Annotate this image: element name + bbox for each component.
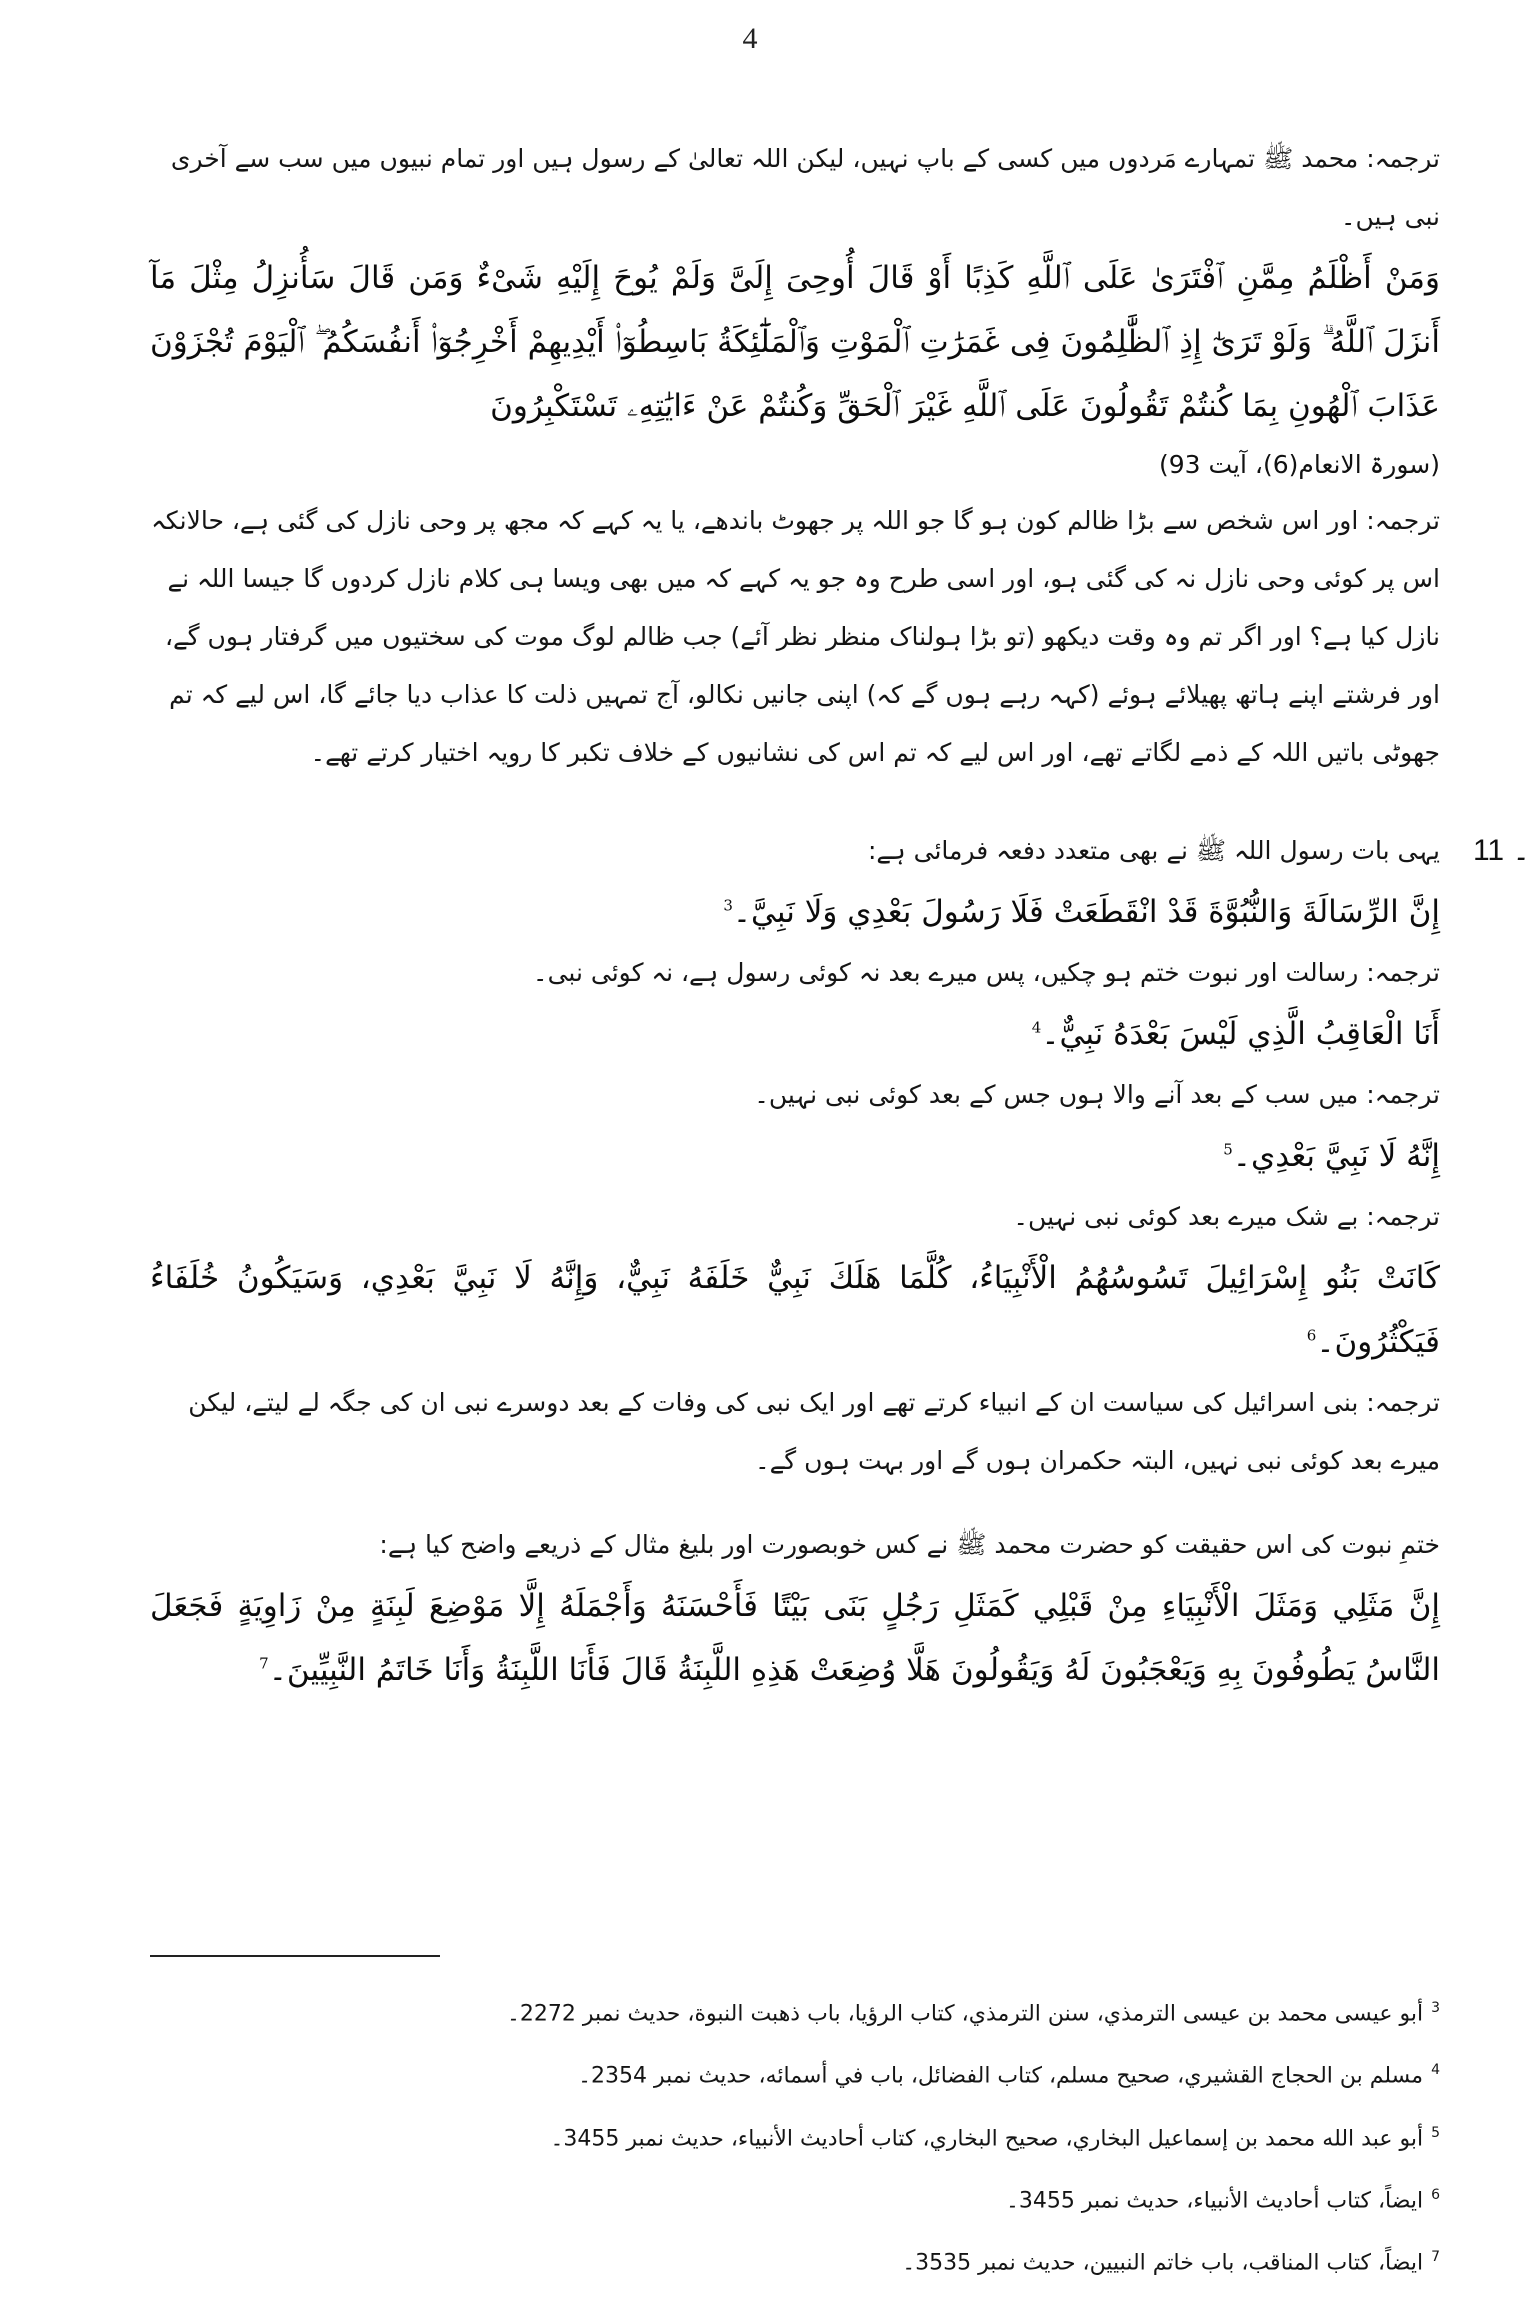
- item-intro: یہی بات رسول اللہ ﷺ نے بھی متعدد دفعہ فرمائی ہے:: [867, 836, 1440, 865]
- footnote-ref[interactable]: 4: [1031, 1018, 1042, 1037]
- footnote-text: ايضاً، كتاب أحاديث الأنبياء، حديث نمبر 3455۔: [1005, 2188, 1424, 2214]
- hadith-text: إِنَّ الرِّسَالَةَ وَالنُّبُوَّةَ قَدْ انْقَطَعَتْ فَلَا رَسُولَ بَعْدِي وَلَا نَبِيَّ۔$^3$: [723, 894, 1440, 930]
- verse-reference: (سورۃ الانعام(6)، آیت 93): [1158, 450, 1440, 479]
- hadith-text: إِنَّ مَثَلِي وَمَثَلَ الْأَنْبِيَاءِ مِنْ قَبْلِي كَمَثَلِ رَجُلٍ بَنَى بَيْتًا فَأَحْسَنَهُ وَأَجْمَلَهُ إِلَّا مَوْضِعَ لَبِنَةٍ مِنْ زَاوِيَةٍ فَجَعَلَ النَّاسُ يَطُوفُونَ بِهِ وَيَعْجَبُونَ لَهُ وَيَقُولُونَ هَلَّا وُضِعَتْ هَذِهِ اللَّبِنَةُ قَالَ فَأَنَا اللَّبِنَةُ وَأَنَا خَاتَمُ النَّبِيِّينَ۔$^7$: [150, 1588, 1440, 1688]
- footnote-text: مسلم بن الحجاج القشيري، صحيح مسلم، كتاب الفضائل، باب في أسمائه، حديث نمبر 2354۔: [578, 2063, 1424, 2089]
- footnote-number: 3: [1431, 2000, 1440, 2016]
- numbered-item: [150, 822, 1530, 880]
- footnote: [150, 2167, 1440, 2229]
- footnote: [150, 1980, 1440, 2042]
- footnote: [150, 2105, 1440, 2167]
- hadith-text: أَنَا الْعَاقِبُ الَّذِي لَيْسَ بَعْدَهُ نَبِيٌّ۔$^4$: [1031, 1016, 1440, 1052]
- footnote: [150, 2042, 1440, 2104]
- footnote: [150, 2229, 1440, 2291]
- footnote-ref[interactable]: 5: [1223, 1140, 1233, 1159]
- translation-paragraph: ترجمہ: بنی اسرائیل کی سیاست ان کے انبیاء کرتے تھے اور ایک نبی کی وفات کے بعد دوسرے نبی ان کی جگہ لے لیتے، لیکن میرے بعد کوئی نبی نہیں، البتہ حکمران ہوں گے اور بہت ہوں گے۔: [188, 1388, 1440, 1475]
- translation-paragraph: ترجمہ: محمد ﷺ تمہارے مَردوں میں کسی کے باپ نہیں، لیکن اللہ تعالیٰ کے رسول ہیں اور تمام نبیوں میں سب سے آخری نبی ہیں۔: [170, 144, 1440, 231]
- footnote-number: 6: [1431, 2186, 1440, 2203]
- footnote-text: أبو عيسى محمد بن عيسى الترمذي، سنن الترمذي، كتاب الرؤيا، باب ذهبت النبوة، حديث نمبر 2272۔: [507, 2001, 1424, 2027]
- footnote-number: 4: [1431, 2062, 1440, 2079]
- footnote-number: 5: [1431, 2124, 1440, 2141]
- footnote-text: أبو عبد الله محمد بن إسماعيل البخاري، صحيح البخاري، كتاب أحاديث الأنبياء، حديث نمبر 3455۔: [550, 2125, 1424, 2151]
- footnote-ref[interactable]: 3: [723, 896, 733, 915]
- parable-intro: ختمِ نبوت کی اس حقیقت کو حضرت محمد ﷺ نے کس خوبصورت اور بلیغ مثال کے ذریعے واضح کیا ہے:: [379, 1530, 1440, 1559]
- footnote-text: ايضاً، كتاب المناقب، باب خاتم النبيين، حديث نمبر 3535۔: [902, 2250, 1424, 2276]
- hadith-text: إِنَّهُ لَا نَبِيَّ بَعْدِي۔$^5$: [1223, 1138, 1440, 1174]
- item-number: 11 ۔: [1472, 834, 1530, 867]
- quran-verse: وَمَنْ أَظْلَمُ مِمَّنِ ٱفْتَرَىٰ عَلَى ٱللَّهِ كَذِبًا أَوْ قَالَ أُوحِىَ إِلَىَّ وَلَمْ يُوحَ إِلَيْهِ شَىْءٌ وَمَن قَالَ سَأُنزِلُ مِثْلَ مَآ أَنزَلَ ٱللَّهُ ۗ وَلَوْ تَرَىٰٓ إِذِ ٱلظَّٰلِمُونَ فِى غَمَرَٰتِ ٱلْمَوْتِ وَٱلْمَلَٰٓئِكَةُ بَاسِطُوٓا۟ أَيْدِيهِمْ أَخْرِجُوٓا۟ أَنفُسَكُمُ ۖ ٱلْيَوْمَ تُجْزَوْنَ عَذَابَ ٱلْهُونِ بِمَا كُنتُمْ تَقُولُونَ عَلَى ٱللَّهِ غَيْرَ ٱلْحَقِّ وَكُنتُمْ عَنْ ءَايَٰتِهِۦ تَسْتَكْبِرُونَ: [150, 260, 1440, 424]
- page-number: 4: [742, 22, 758, 55]
- translation-paragraph: ترجمہ: رسالت اور نبوت ختم ہو چکیں، پس میرے بعد نہ کوئی رسول ہے، نہ کوئی نبی۔: [532, 958, 1440, 987]
- translation-paragraph: ترجمہ: بے شک میرے بعد کوئی نبی نہیں۔: [1013, 1202, 1440, 1231]
- footnote-divider: [150, 1955, 440, 1957]
- footnotes: [150, 1980, 1440, 2292]
- translation-paragraph: ترجمہ: اور اس شخص سے بڑا ظالم کون ہو گا جو اللہ پر جھوٹ باندھے، یا یہ کہے کہ مجھ پر وحی نازل کی گئی ہے، حالانکہ اس پر کوئی وحی نازل نہ کی گئی ہو، اور اسی طرح وہ جو یہ کہے کہ میں بھی ویسا ہی کلام نازل کردوں گا جیسا اللہ نے نازل کیا ہے؟ اور اگر تم وہ وقت دیکھو (تو بڑا ہولناک منظر نظر آئے) جب ظالم لوگ موت کی سختیوں میں گرفتار ہوں گے، اور فرشتے اپنے ہاتھ پھیلائے ہوئے (کہہ رہے ہوں گے کہ) اپنی جانیں نکالو، آج تمہیں ذلت کا عذاب دیا جائے گا، اس لیے کہ تم جھوٹی باتیں اللہ کے ذمے لگاتے تھے، اور اس لیے کہ تم اس کی نشانیوں کے خلاف تکبر کا رویہ اختیار کرتے تھے۔: [151, 506, 1440, 767]
- hadith-text: كَانَتْ بَنُو إِسْرَائِيلَ تَسُوسُهُمُ الْأَنْبِيَاءُ، كُلَّمَا هَلَكَ نَبِيٌّ خَلَفَهُ نَبِيٌّ، وَإِنَّهُ لَا نَبِيَّ بَعْدِي، وَسَيَكُونُ خُلَفَاءُ فَيَكْثُرُونَ۔$^6$: [150, 1260, 1440, 1360]
- page-body: [150, 130, 1530, 1702]
- footnote-ref[interactable]: 6: [1306, 1326, 1317, 1345]
- footnote-ref[interactable]: 7: [259, 1654, 269, 1673]
- translation-paragraph: ترجمہ: میں سب کے بعد آنے والا ہوں جس کے بعد کوئی نبی نہیں۔: [754, 1080, 1440, 1109]
- footnote-number: 7: [1431, 2249, 1440, 2266]
